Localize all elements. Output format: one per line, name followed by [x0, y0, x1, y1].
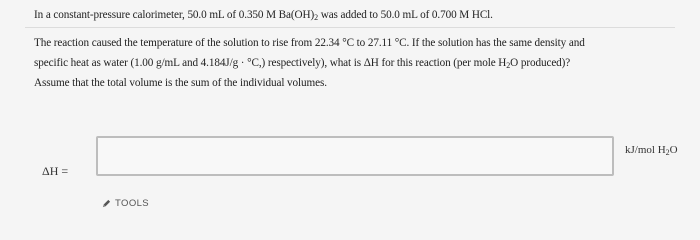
answer-input[interactable] — [98, 138, 612, 174]
unit-text: O — [669, 144, 678, 156]
answer-units — [625, 144, 678, 157]
question-text: O produced)? — [510, 57, 571, 69]
question-line-3 — [34, 56, 570, 73]
subscript: 2 — [314, 13, 319, 22]
question-line-2: The reaction caused the temperature of the solution to rise from 22.34 °C to 27.11 °C. If the solution has the same density and — [34, 37, 585, 49]
question-line-1 — [34, 8, 493, 25]
tools-label: TOOLS — [115, 198, 150, 209]
pencil-icon — [102, 199, 111, 208]
divider — [25, 27, 675, 28]
delta-h-label: ΔH = — [42, 164, 69, 178]
answer-field[interactable] — [96, 136, 614, 176]
question-line-4: Assume that the total volume is the sum of the individual volumes. — [34, 77, 327, 89]
unit-text: kJ/mol H — [625, 144, 666, 156]
question-text: was added to 50.0 mL of 0.700 M HCl. — [318, 9, 493, 21]
question-text: In a constant-pressure calorimeter, 50.0 mL of 0.350 M Ba(OH) — [34, 9, 315, 21]
question-text: specific heat as water (1.00 g/mL and 4.184J/g · °C,) respectively), what is ΔH for this reaction (per mole H — [34, 57, 507, 69]
subscript: 2 — [506, 61, 511, 70]
subscript: 2 — [665, 148, 670, 157]
tools-button[interactable] — [102, 198, 149, 209]
